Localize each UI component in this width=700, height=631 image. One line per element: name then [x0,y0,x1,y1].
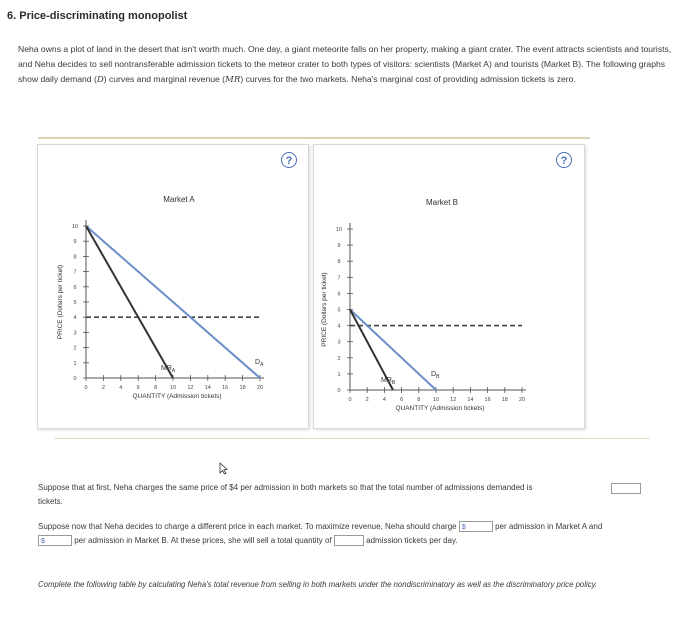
help-icon[interactable]: ? [281,152,297,168]
market-a-graph-panel [37,144,309,429]
y-tick-label: 0 [337,388,341,394]
y-tick-label: 2 [337,355,341,362]
x-tick-label: 6 [400,397,404,403]
demand-curve [350,310,436,391]
y-tick-label: 10 [71,224,79,230]
y-axis-label: PRICE (Dollars per ticket) [57,264,64,340]
marginal-revenue-curve [86,226,173,378]
demand-label: $D_A$ [255,359,264,368]
market-a-chart [38,145,308,428]
question-title: 6. Price-discriminating monopolist [7,10,188,22]
y-tick-label: 2 [73,345,77,352]
y-tick-label: 3 [73,330,77,337]
x-tick-label: 8 [154,385,158,391]
help-icon[interactable]: ? [556,152,572,168]
demand-curve [86,226,260,378]
y-tick-label: 8 [73,254,77,261]
x-tick-label: 6 [136,385,140,391]
y-tick-label: 5 [337,307,341,314]
y-tick-label: 0 [73,376,77,382]
mr-label: $MR_A$ [161,365,176,374]
y-tick-label: 4 [337,323,341,330]
y-tick-label: 8 [337,259,341,266]
divider-top [38,137,590,139]
x-tick-label: 20 [256,385,264,391]
y-tick-label: 9 [73,239,77,246]
x-tick-label: 16 [484,397,491,403]
x-tick-label: 14 [467,397,474,403]
x-tick-label: 2 [365,397,369,403]
divider-bottom [54,438,650,439]
y-tick-label: 7 [73,269,77,276]
x-tick-label: 12 [450,397,457,403]
cursor-icon [219,462,227,474]
x-tick-label: 10 [432,397,440,403]
x-tick-label: 18 [239,385,246,391]
y-tick-label: 9 [337,243,341,250]
chart-title: Market A [163,195,195,204]
market-b-chart [314,145,584,428]
x-tick-label: 0 [84,385,88,391]
y-tick-label: 3 [337,339,341,346]
y-tick-label: 6 [73,284,77,291]
x-axis-label: QUANTITY (Admission tickets) [132,393,222,400]
x-tick-label: 12 [187,385,194,391]
x-axis-label: QUANTITY (Admission tickets) [395,405,485,412]
price-market-a-input[interactable]: $ [459,521,493,532]
y-tick-label: 10 [335,227,343,233]
demand-label: $D_B$ [431,371,440,380]
y-tick-label: 6 [337,291,341,298]
x-tick-label: 8 [417,397,421,403]
paragraph-discriminating: Suppose now that Neha decides to charge a different price in each market. To maximize revenue, Neha should charge $ per admission in Market A and $ per admission in Market B. At these prices, she will sell a total quantity of admission tickets per day. [38,522,603,546]
x-tick-label: 4 [382,397,386,403]
x-tick-label: 16 [222,385,229,391]
chart-title: Market B [425,198,459,207]
paragraph-table-instructions: Complete the following table by calculating Neha's total revenue from selling in both markets under the nondiscriminatory as well as the discriminatory price policy. [38,580,598,589]
y-tick-label: 4 [73,315,77,322]
total-admissions-input[interactable] [611,483,641,494]
mr-label: $MR_B$ [381,377,396,386]
x-tick-label: 20 [518,397,526,403]
price-market-b-input[interactable]: $ [38,535,72,546]
x-tick-label: 4 [119,385,123,391]
question-intro: Neha owns a plot of land in the desert that isn't worth much. One day, a giant meteorite falls on her property, making a giant crater. The event attracts scientists and tourists, and Neha decides to sell nontransferable admission tickets to the meteor crater to both types of visitors: scientists (Market A) and tourists (Market B). The following graphs show daily demand (D) curves and marginal revenue (MR) curves for the two markets. Neha's marginal cost of providing admission tickets is zero. [18,44,672,85]
y-tick-label: 1 [337,371,341,378]
x-tick-label: 0 [348,397,352,403]
x-tick-label: 14 [204,385,211,391]
market-b-graph-panel [313,144,585,429]
y-tick-label: 5 [73,300,77,306]
x-tick-label: 10 [169,385,177,391]
paragraph-single-price: Suppose that at first, Neha charges the same price of $4 per admission in both markets so that the total number of admissions demanded is tickets. [38,481,658,509]
x-tick-label: 18 [501,397,508,403]
y-axis-label: PRICE (Dollars per ticket) [321,272,328,347]
y-tick-label: 1 [73,360,77,367]
total-quantity-input[interactable] [334,535,364,546]
x-tick-label: 2 [101,385,105,391]
y-tick-label: 7 [337,275,341,282]
